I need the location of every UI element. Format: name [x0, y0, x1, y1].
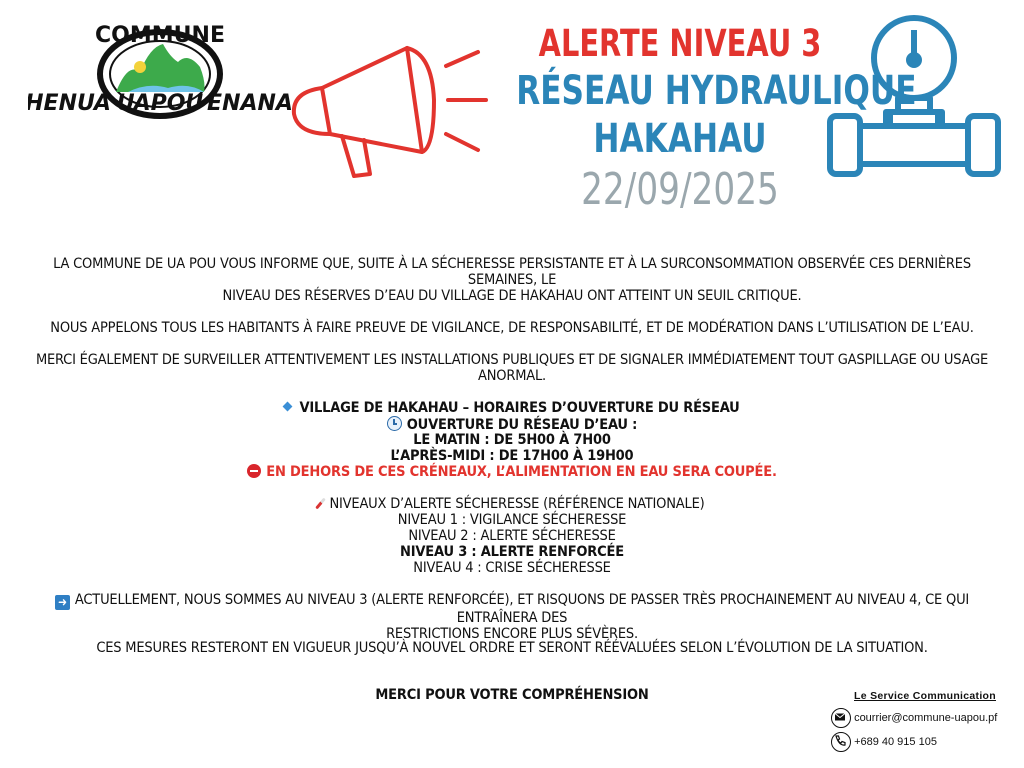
level-2: NIVEAU 2 : ALERTE SÉCHERESSE: [408, 528, 616, 544]
schedule-opening-text: OUVERTURE DU RÉSEAU D’EAU :: [406, 417, 638, 433]
phone-contact[interactable]: [831, 732, 937, 752]
levels-heading: [20, 496, 1004, 512]
current-status-paragraph: [20, 592, 1004, 642]
diamond-icon: [283, 402, 293, 412]
svg-text:HENUA: HENUA: [28, 91, 111, 116]
thermometer-icon: [316, 498, 327, 510]
envelope-icon: [831, 708, 851, 728]
svg-text:COMMUNE: COMMUNE: [95, 23, 225, 48]
megaphone-icon: [282, 30, 492, 190]
commune-logo-graphic: [28, 22, 293, 132]
email-contact[interactable]: [831, 708, 997, 728]
date-title: 22/09/2025: [581, 164, 779, 215]
validity-paragraph: CES MESURES RESTERONT EN VIGUEUR JUSQU’À NOUVEL ORDRE ET SERONT RÉÉVALUÉES SELON L’ÉVOLUTION DE LA SITUATION.: [96, 640, 928, 656]
schedule-afternoon: L’APRÈS-MIDI : DE 17H00 À 19H00: [390, 448, 634, 464]
village-title: HAKAHAU: [593, 116, 767, 162]
current-line-1: [20, 592, 1004, 626]
level-4: NIVEAU 4 : CRISE SÉCHERESSE: [413, 560, 611, 576]
intro-line-1: LA COMMUNE DE UA POU VOUS INFORME QUE, SUITE À LA SÉCHERESSE PERSISTANTE ET À LA SURCONSOMMATION OBSERVÉE CES DERNIÈRES SEMAINES, LE: [53, 256, 971, 288]
email-link[interactable]: courrier@commune-uapou.pf: [854, 712, 998, 724]
schedule-morning: LE MATIN : DE 5H00 À 7H00: [413, 432, 611, 448]
thanks-text: MERCI POUR VOTRE COMPRÉHENSION: [375, 687, 649, 703]
current-line-2: RESTRICTIONS ENCORE PLUS SÉVÈRES.: [386, 626, 638, 642]
pressure-gauge-pipe-icon: [826, 8, 1002, 180]
schedule-opening: [20, 416, 1004, 433]
schedule-heading-text: VILLAGE DE HAKAHAU – HORAIRES D’OUVERTURE DU RÉSEAU: [299, 400, 740, 416]
appeal-paragraph: NOUS APPELONS TOUS LES HABITANTS À FAIRE PREUVE DE VIGILANCE, DE RESPONSABILITÉ, ET DE MODÉRATION DANS L’UTILISATION DE L’EAU.: [50, 320, 974, 336]
intro-paragraph: [20, 256, 1004, 304]
current-line-1-text: ACTUELLEMENT, NOUS SOMMES AU NIVEAU 3 (ALERTE RENFORCÉE), ET RISQUONS DE PASSER TRÈS PROCHAINEMENT AU NIVEAU 4, CE QUI ENTRAÎNERA DES: [74, 592, 970, 626]
intro-line-2: NIVEAU DES RÉSERVES D’EAU DU VILLAGE DE HAKAHAU ONT ATTEINT UN SEUIL CRITIQUE.: [222, 288, 802, 304]
network-title: RÉSEAU HYDRAULIQUE: [516, 68, 917, 114]
level-1: NIVEAU 1 : VIGILANCE SÉCHERESSE: [397, 512, 627, 528]
monitoring-paragraph: MERCI ÉGALEMENT DE SURVEILLER ATTENTIVEMENT LES INSTALLATIONS PUBLIQUES ET DE SIGNALER IMMÉDIATEMENT TOUT GASPILLAGE OU USAGE ANORMAL.: [35, 352, 989, 384]
svg-text:ENANA: ENANA: [207, 91, 293, 116]
commune-logo: [28, 22, 293, 132]
phone-icon: [831, 732, 851, 752]
schedule-heading: [20, 400, 1004, 416]
right-arrow-icon: ➜: [55, 595, 70, 610]
alert-level-title: ALERTE NIVEAU 3: [538, 22, 822, 65]
schedule-cutoff-text: EN DEHORS DE CES CRÉNEAUX, L’ALIMENTATION EN EAU SERA COUPÉE.: [266, 464, 777, 480]
level-3: NIVEAU 3 : ALERTE RENFORCÉE: [400, 544, 624, 560]
no-entry-icon: [247, 464, 261, 478]
clock-icon: [387, 416, 402, 431]
schedule-cutoff: [20, 464, 1004, 480]
svg-text:UAPOU: UAPOU: [116, 91, 204, 116]
phone-number[interactable]: +689 40 915 105: [854, 736, 937, 748]
service-communication-label: Le Service Communication: [854, 690, 996, 702]
levels-heading-text: NIVEAUX D’ALERTE SÉCHERESSE (RÉFÉRENCE NATIONALE): [329, 496, 705, 512]
